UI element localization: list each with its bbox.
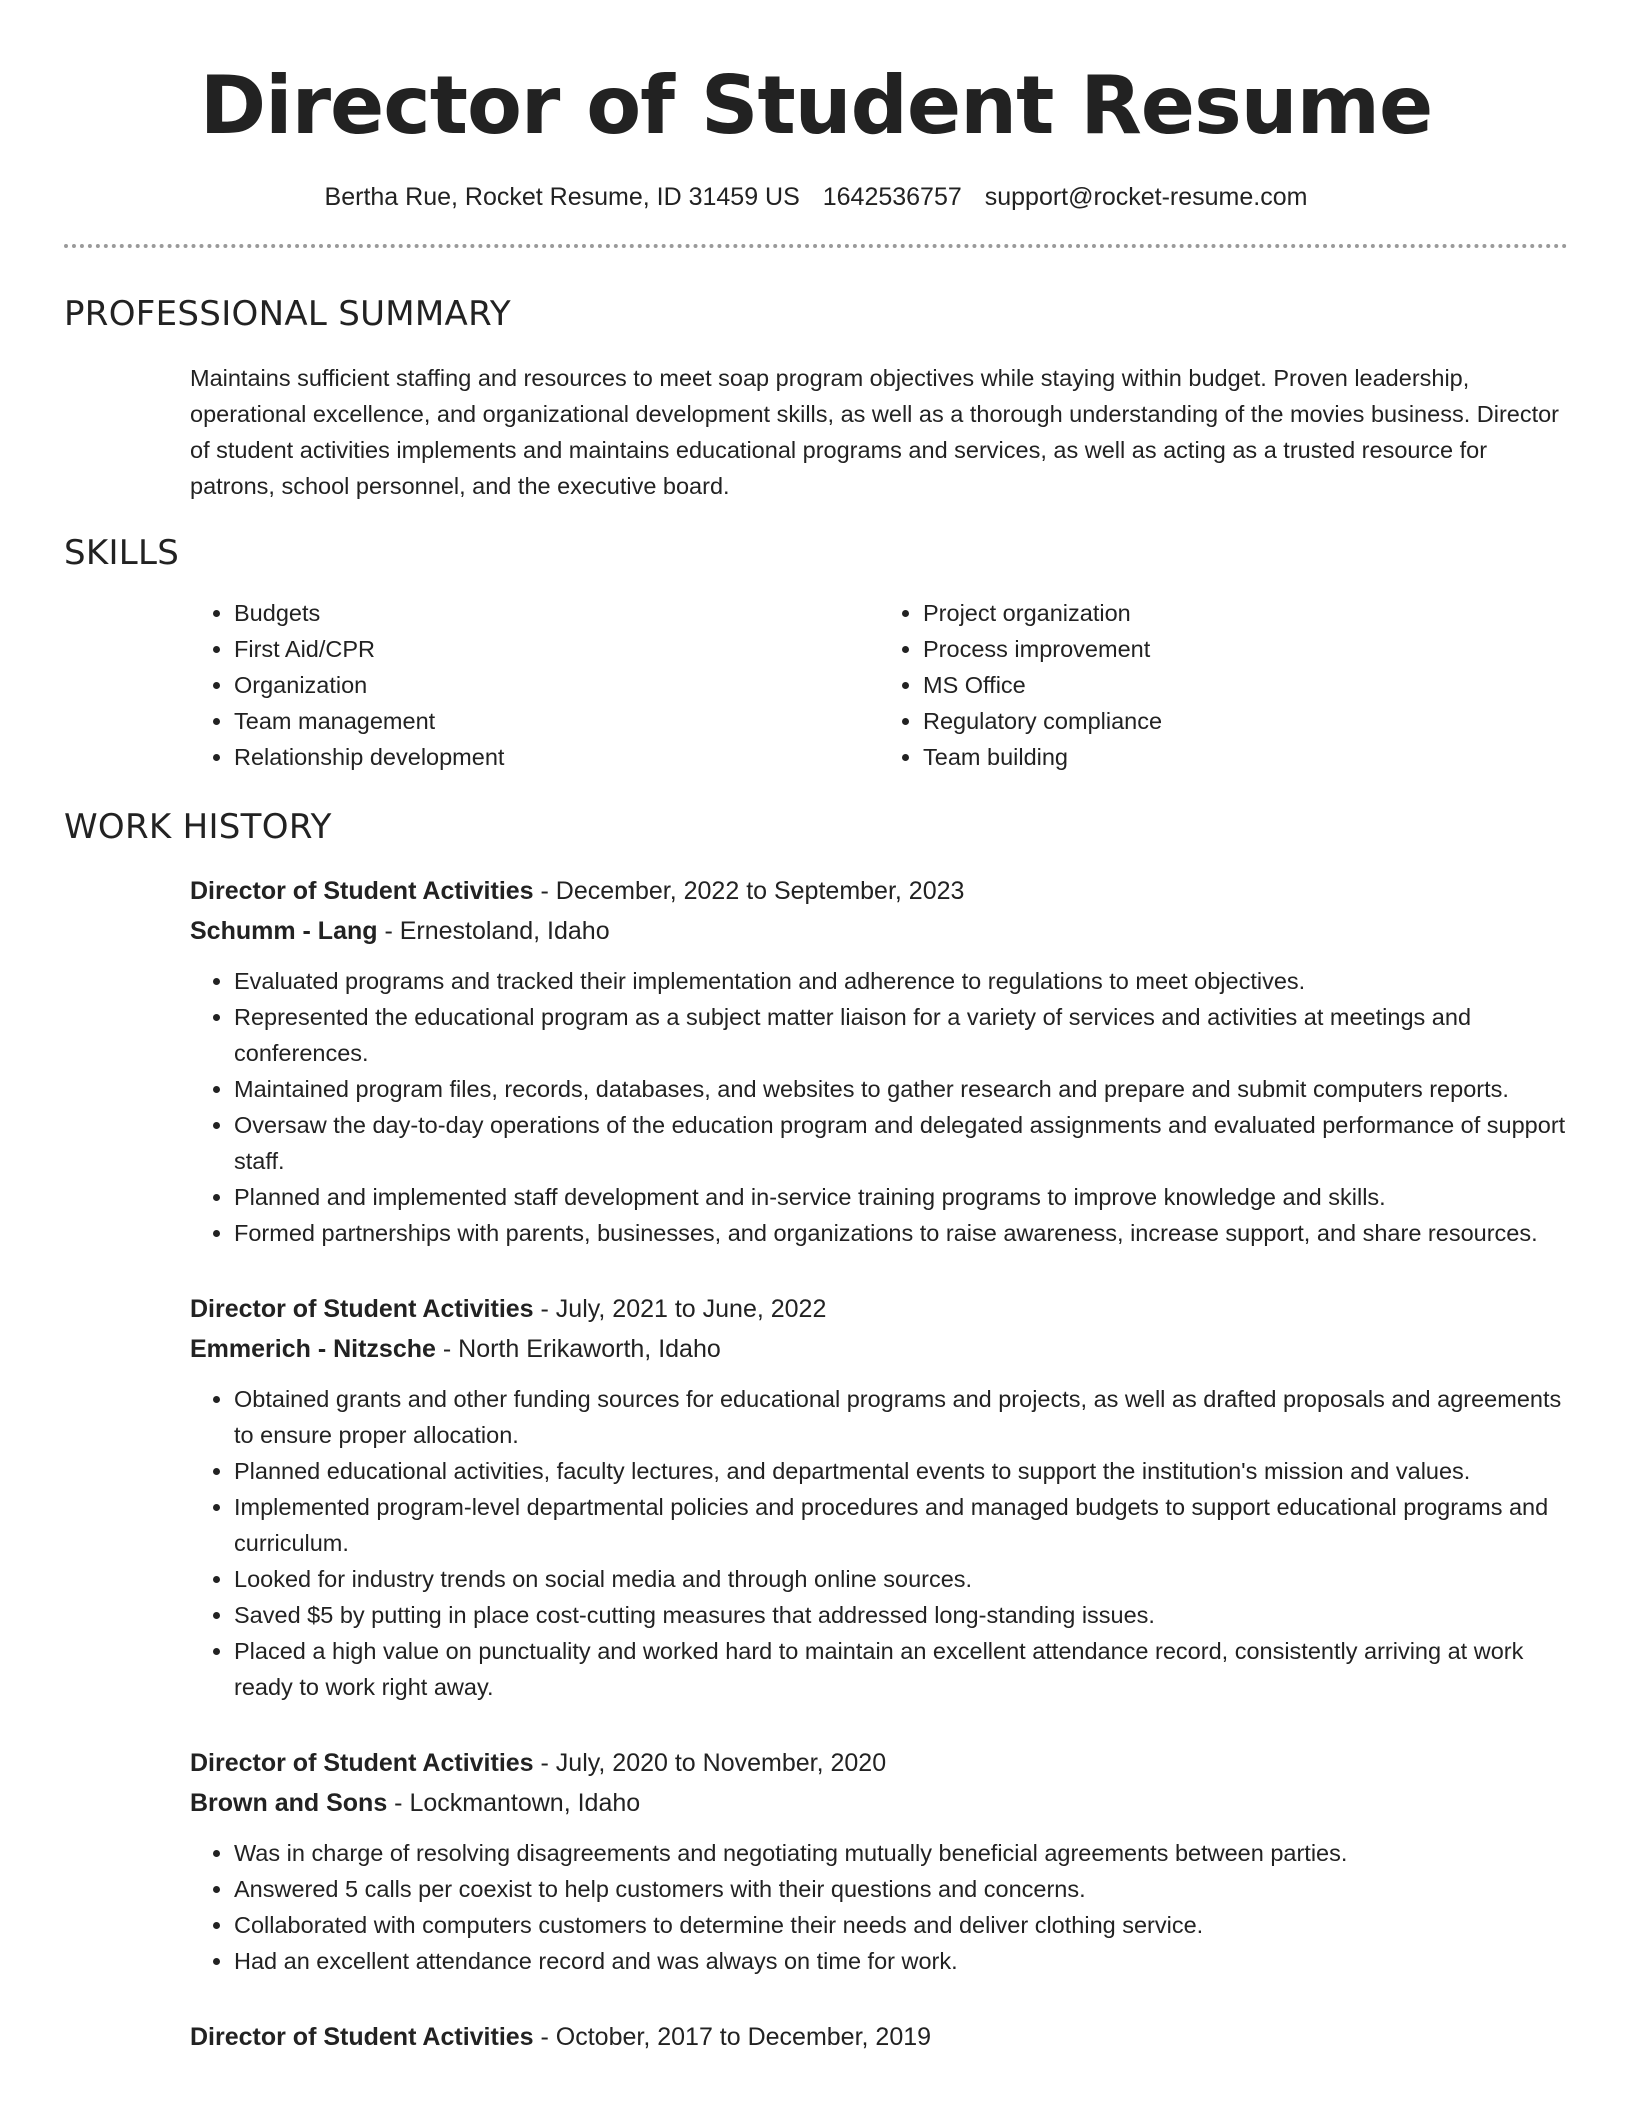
job-title-line — [190, 1743, 1568, 1783]
resume-page — [64, 0, 1568, 2057]
job-bullet: • Collaborated with computers customers to determine their needs and deliver clothing service. — [234, 1907, 1568, 1943]
job-bullets — [190, 963, 1568, 1251]
job-bullet: • Implemented program-level departmental policies and procedures and managed budgets to support educational programs and curriculum. — [234, 1489, 1568, 1561]
skill-item: • Project organization — [923, 595, 1568, 631]
skill-item: • Process improvement — [923, 631, 1568, 667]
job-company: Schumm - Lang — [190, 917, 378, 945]
summary-text: Maintains sufficient staffing and resources to meet soap program objectives while staying within budget. Proven leadership, operational excellence, and organizational development skills, as well as a thorough understanding of the movies business. Director of student activities implements and maintains educational programs and services, as well as acting as a trusted resource for patrons, school personnel, and the executive board. — [190, 365, 1560, 499]
job-bullet: • Planned and implemented staff development and in-service training programs to improve knowledge and skills. — [234, 1179, 1568, 1215]
job-location: - North Erikaworth, Idaho — [435, 1335, 721, 1363]
job-company: Emmerich - Nitzsche — [190, 1335, 436, 1363]
job-dates: - October, 2017 to December, 2019 — [533, 2023, 932, 2051]
job-company: Brown and Sons — [190, 1789, 388, 1817]
skill-item: • First Aid/CPR — [234, 631, 879, 667]
job-entry — [190, 2017, 1568, 2057]
job-bullet: • Placed a high value on punctuality and worked hard to maintain an excellent attendance record, consistently arriving at work ready to work right away. — [234, 1633, 1568, 1705]
header-divider — [64, 244, 1568, 248]
job-title-line — [190, 1289, 1568, 1329]
job-bullet: • Maintained program files, records, databases, and websites to gather research and prepare and submit computers reports. — [234, 1071, 1568, 1107]
job-dates: - December, 2022 to September, 2023 — [533, 877, 965, 905]
job-title-line — [190, 871, 1568, 911]
job-bullet: • Answered 5 calls per coexist to help customers with their questions and concerns. — [234, 1871, 1568, 1907]
job-company-line — [190, 911, 1568, 951]
job-company-line — [190, 1783, 1568, 1823]
skill-item: • Team building — [923, 739, 1568, 775]
job-title: Director of Student Activities — [190, 1295, 534, 1323]
job-entry — [190, 871, 1568, 1251]
contact-email[interactable]: support@rocket-resume.com — [984, 183, 1308, 211]
skills-column-left — [190, 595, 879, 775]
skill-item: • Relationship development — [234, 739, 879, 775]
skills-column-right — [879, 595, 1568, 775]
skills-list — [190, 595, 1568, 775]
job-entry — [190, 1743, 1568, 1979]
job-bullet: • Represented the educational program as a subject matter liaison for a variety of services and activities at meetings and conferences. — [234, 999, 1568, 1071]
skill-item: • Budgets — [234, 595, 879, 631]
job-title: Director of Student Activities — [190, 2023, 534, 2051]
contact-phone: 1642536757 — [822, 183, 962, 211]
skill-item: • Team management — [234, 703, 879, 739]
contact-line — [64, 180, 1568, 214]
job-bullet: • Oversaw the day-to-day operations of the education program and delegated assignments and evaluated performance of support staff. — [234, 1107, 1568, 1179]
job-entry — [190, 1289, 1568, 1705]
job-bullet: • Looked for industry trends on social media and through online sources. — [234, 1561, 1568, 1597]
job-dates: - July, 2021 to June, 2022 — [533, 1295, 827, 1323]
job-bullet: • Planned educational activities, faculty lectures, and departmental events to support the institution's mission and values. — [234, 1453, 1568, 1489]
job-bullets — [190, 1381, 1568, 1705]
skill-item: • Organization — [234, 667, 879, 703]
job-company-line — [190, 1329, 1568, 1369]
job-title-line — [190, 2017, 1568, 2057]
skill-item: • MS Office — [923, 667, 1568, 703]
job-title: Director of Student Activities — [190, 877, 534, 905]
skill-item: • Regulatory compliance — [923, 703, 1568, 739]
job-bullet: • Had an excellent attendance record and was always on time for work. — [234, 1943, 1568, 1979]
job-title: Director of Student Activities — [190, 1749, 534, 1777]
work-history-heading: WORK HISTORY — [64, 807, 332, 847]
skills-heading: SKILLS — [64, 533, 180, 573]
job-bullet: • Formed partnerships with parents, businesses, and organizations to raise awareness, increase support, and share resources. — [234, 1215, 1568, 1251]
job-location: - Lockmantown, Idaho — [387, 1789, 641, 1817]
job-bullet: • Was in charge of resolving disagreements and negotiating mutually beneficial agreements between parties. — [234, 1835, 1568, 1871]
contact-address: Bertha Rue, Rocket Resume, ID 31459 US — [324, 183, 800, 211]
job-bullet: • Saved $5 by putting in place cost-cutting measures that addressed long-standing issues. — [234, 1597, 1568, 1633]
job-location: - Ernestoland, Idaho — [377, 917, 610, 945]
job-bullet: • Obtained grants and other funding sources for educational programs and projects, as well as drafted proposals and agreements to ensure proper allocation. — [234, 1381, 1568, 1453]
job-bullet: • Evaluated programs and tracked their implementation and adherence to regulations to meet objectives. — [234, 963, 1568, 999]
job-bullets — [190, 1835, 1568, 1979]
resume-title: Director of Student Resume — [199, 59, 1433, 152]
job-dates: - July, 2020 to November, 2020 — [533, 1749, 887, 1777]
summary-heading: PROFESSIONAL SUMMARY — [64, 294, 511, 334]
